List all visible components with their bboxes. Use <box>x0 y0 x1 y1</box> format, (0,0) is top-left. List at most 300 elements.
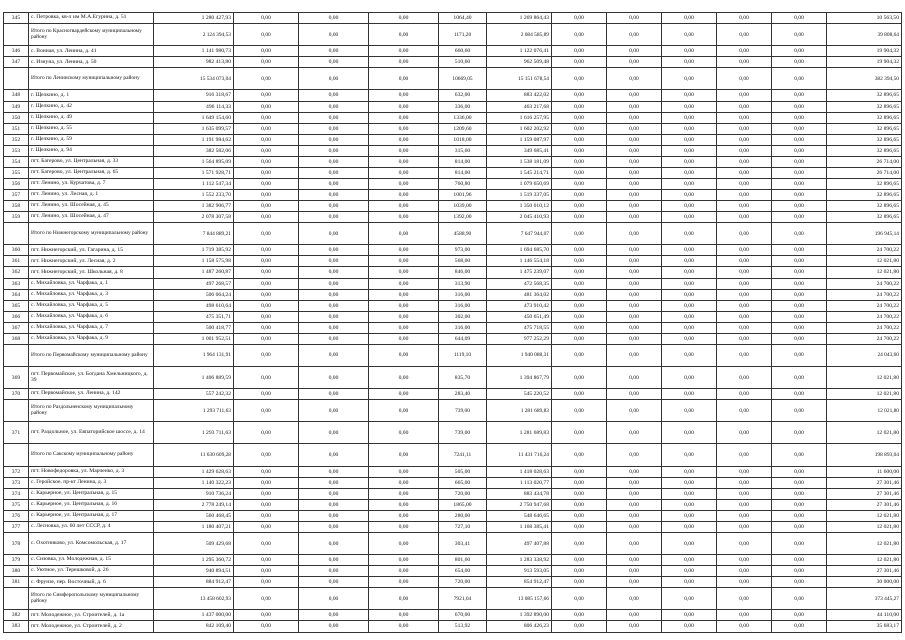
row-number: 373 <box>4 477 29 488</box>
value-cell: 0,00 <box>552 488 607 499</box>
address-cell: пгт. Нижнегорский, ул. Школьная, д. 8 <box>29 267 154 278</box>
address-cell: с. Геройское, пр-кт Ленина, д. 3 <box>29 477 154 488</box>
value-cell: 883 422,02 <box>487 90 552 101</box>
value-cell: 0,00 <box>299 367 369 389</box>
address-cell: г. Щелкино, д. 59 <box>29 134 154 145</box>
value-cell: 0,00 <box>369 532 439 554</box>
value-cell: 1 940 088,31 <box>487 344 552 366</box>
value-cell: 654,00 <box>439 566 487 577</box>
value-cell: 0,00 <box>299 621 369 632</box>
value-cell: 0,00 <box>717 367 772 389</box>
table-row <box>4 521 902 532</box>
value-cell: 32 896,65 <box>827 145 902 156</box>
value-cell: 0,00 <box>552 13 607 24</box>
value-cell: 0,00 <box>772 24 827 46</box>
value-cell: 0,00 <box>552 422 607 444</box>
row-number: 347 <box>4 57 29 68</box>
value-cell: 24 700,22 <box>827 278 902 289</box>
value-cell: 336,00 <box>439 101 487 112</box>
value-cell: 0,00 <box>299 68 369 90</box>
value-cell: 0,00 <box>607 24 662 46</box>
value-cell: 0,00 <box>717 289 772 300</box>
value-cell: 13 085 157,66 <box>487 588 552 610</box>
value-cell: 0,00 <box>662 367 717 389</box>
value-cell: 727,10 <box>439 521 487 532</box>
value-cell: 0,00 <box>717 145 772 156</box>
value-cell: 315,60 <box>439 145 487 156</box>
value-cell: 0,00 <box>552 499 607 510</box>
address-cell: с. Карьерное, ул. Центральная, д. 16 <box>29 499 154 510</box>
value-cell: 0,00 <box>772 256 827 267</box>
value-cell: 0,00 <box>552 510 607 521</box>
value-cell: 0,00 <box>717 245 772 256</box>
value-cell: 0,00 <box>299 245 369 256</box>
value-cell: 1 180 407,21 <box>154 521 234 532</box>
value-cell: 1 564 895,09 <box>154 156 234 167</box>
value-cell: 27 301,46 <box>827 566 902 577</box>
value-cell: 2 124 394,53 <box>154 24 234 46</box>
address-cell: с. Сизовка, ул. Молодежная, д. 15 <box>29 555 154 566</box>
value-cell: 198 893,04 <box>827 444 902 466</box>
value-cell: 0,00 <box>772 389 827 400</box>
value-cell: 0,00 <box>234 167 299 178</box>
value-cell: 12 021,80 <box>827 555 902 566</box>
value-cell: 0,00 <box>662 466 717 477</box>
value-cell: 0,00 <box>299 123 369 134</box>
value-cell: 1064,40 <box>439 13 487 24</box>
value-cell: 739,00 <box>439 400 487 422</box>
value-cell: 0,00 <box>369 24 439 46</box>
value-cell: 12 021,80 <box>827 389 902 400</box>
value-cell: 0,00 <box>717 389 772 400</box>
value-cell: 1 293 711,63 <box>154 400 234 422</box>
value-cell: 0,00 <box>299 311 369 322</box>
value-cell: 545 220,52 <box>487 389 552 400</box>
value-cell: 0,00 <box>717 300 772 311</box>
value-cell: 19 904,32 <box>827 57 902 68</box>
value-cell: 0,00 <box>662 57 717 68</box>
address-cell: пгт. Ленино, ул. Шосейная, д. 47 <box>29 212 154 223</box>
value-cell: 27 301,46 <box>827 488 902 499</box>
value-cell: 0,00 <box>717 123 772 134</box>
value-cell: 0,00 <box>772 90 827 101</box>
address-cell: с. Михайловка, ул. Чарфака, д. 7 <box>29 322 154 333</box>
value-cell: 0,00 <box>607 46 662 57</box>
value-cell: 1 719 385,92 <box>154 245 234 256</box>
value-cell: 0,00 <box>607 68 662 90</box>
value-cell: 0,00 <box>234 389 299 400</box>
value-cell: 0,00 <box>369 466 439 477</box>
value-cell: 0,00 <box>772 190 827 201</box>
value-cell: 280,00 <box>439 510 487 521</box>
row-number: 366 <box>4 311 29 322</box>
value-cell: 0,00 <box>552 610 607 621</box>
value-cell: 0,00 <box>369 289 439 300</box>
value-cell: 0,00 <box>369 588 439 610</box>
address-cell: пгт. Нижнегорский, ул. Лесная, д. 2 <box>29 256 154 267</box>
value-cell: 26 714,00 <box>827 156 902 167</box>
address-cell: с. Лесновка, ул. 60 лет СССР, д. 4 <box>29 521 154 532</box>
value-cell: 0,00 <box>552 477 607 488</box>
table-row <box>4 101 902 112</box>
value-cell: 1 158 575,98 <box>154 256 234 267</box>
value-cell: 313,90 <box>439 278 487 289</box>
value-cell: 0,00 <box>552 90 607 101</box>
value-cell: 0,00 <box>662 46 717 57</box>
value-cell: 0,00 <box>369 123 439 134</box>
address-cell: с. Уютное, ул. Терешковой, д. 26 <box>29 566 154 577</box>
value-cell: 0,00 <box>369 566 439 577</box>
value-cell: 0,00 <box>234 101 299 112</box>
row-number: 352 <box>4 134 29 145</box>
value-cell: 0,00 <box>234 289 299 300</box>
value-cell: 0,00 <box>369 145 439 156</box>
value-cell: 0,00 <box>234 510 299 521</box>
value-cell: 0,00 <box>234 201 299 212</box>
value-cell: 0,00 <box>772 13 827 24</box>
value-cell: 0,00 <box>369 400 439 422</box>
value-cell: 0,00 <box>662 101 717 112</box>
row-number: 358 <box>4 201 29 212</box>
value-cell: 32 896,65 <box>827 112 902 123</box>
value-cell: 0,00 <box>234 477 299 488</box>
value-cell: 0,00 <box>299 101 369 112</box>
value-cell: 0,00 <box>299 300 369 311</box>
address-cell: пгт. Багерово, ул. Центральная, д. 65 <box>29 167 154 178</box>
value-cell: 0,00 <box>234 367 299 389</box>
value-cell: 0,00 <box>717 190 772 201</box>
table-row <box>4 532 902 554</box>
value-cell: 0,00 <box>772 499 827 510</box>
value-cell: 0,00 <box>299 13 369 24</box>
row-number: 375 <box>4 499 29 510</box>
table-row <box>4 13 902 24</box>
value-cell: 0,00 <box>607 389 662 400</box>
value-cell: 0,00 <box>552 367 607 389</box>
value-cell: 0,00 <box>717 400 772 422</box>
table-row <box>4 178 902 189</box>
value-cell: 0,00 <box>772 333 827 344</box>
value-cell: 0,00 <box>299 46 369 57</box>
value-cell: 0,00 <box>772 444 827 466</box>
value-cell: 0,00 <box>552 322 607 333</box>
value-cell: 7 844 889,21 <box>154 223 234 245</box>
row-number <box>4 588 29 610</box>
table-row <box>4 610 902 621</box>
table-row <box>4 510 902 521</box>
value-cell: 0,00 <box>369 267 439 278</box>
value-cell: 13 458 602,93 <box>154 588 234 610</box>
value-cell: 0,00 <box>299 156 369 167</box>
value-cell: 0,00 <box>607 201 662 212</box>
value-cell: 0,00 <box>717 68 772 90</box>
value-cell: 1 079 650,69 <box>487 178 552 189</box>
value-cell: 0,00 <box>299 167 369 178</box>
row-number: 345 <box>4 13 29 24</box>
address-cell: с. Карьерное, ул. Центральная, д. 17 <box>29 510 154 521</box>
value-cell: 557 242,32 <box>154 389 234 400</box>
value-cell: 0,00 <box>369 422 439 444</box>
row-number: 354 <box>4 156 29 167</box>
value-cell: 0,00 <box>552 134 607 145</box>
table-row <box>4 123 902 134</box>
value-cell: 0,00 <box>299 400 369 422</box>
value-cell: 0,00 <box>607 322 662 333</box>
value-cell: 0,00 <box>369 311 439 322</box>
value-cell: 0,00 <box>772 577 827 588</box>
value-cell: 0,00 <box>607 588 662 610</box>
address-cell: пгт. Раздольное, ул. Евпаторийское шоссе, д. 14 <box>29 422 154 444</box>
value-cell: 0,00 <box>607 134 662 145</box>
subtotal-row <box>4 588 902 610</box>
table-row <box>4 267 902 278</box>
value-cell: 0,00 <box>772 167 827 178</box>
table-row <box>4 555 902 566</box>
value-cell: 0,00 <box>369 444 439 466</box>
table-row <box>4 289 902 300</box>
value-cell: 11 600,00 <box>827 466 902 477</box>
table-row <box>4 367 902 389</box>
value-cell: 0,00 <box>299 267 369 278</box>
row-number: 363 <box>4 278 29 289</box>
value-cell: 0,00 <box>772 510 827 521</box>
value-cell: 0,00 <box>552 245 607 256</box>
value-cell: 973,00 <box>439 245 487 256</box>
value-cell: 0,00 <box>607 532 662 554</box>
table-row <box>4 311 902 322</box>
value-cell: 1 191 984,62 <box>154 134 234 145</box>
value-cell: 1 112 547,34 <box>154 178 234 189</box>
value-cell: 0,00 <box>369 610 439 621</box>
value-cell: 24 700,22 <box>827 333 902 344</box>
table-row <box>4 156 902 167</box>
value-cell: 0,00 <box>662 167 717 178</box>
value-cell: 32 896,65 <box>827 101 902 112</box>
value-cell: 962 509,48 <box>487 57 552 68</box>
value-cell: 0,00 <box>369 510 439 521</box>
value-cell: 0,00 <box>234 134 299 145</box>
value-cell: 32 896,65 <box>827 190 902 201</box>
value-cell: 0,00 <box>607 289 662 300</box>
table-row <box>4 190 902 201</box>
value-cell: 940 894,51 <box>154 566 234 577</box>
value-cell: 0,00 <box>299 466 369 477</box>
value-cell: 1 406 889,59 <box>154 367 234 389</box>
value-cell: 0,00 <box>717 577 772 588</box>
value-cell: 0,00 <box>717 555 772 566</box>
value-cell: 0,00 <box>662 510 717 521</box>
value-cell: 0,00 <box>607 223 662 245</box>
value-cell: 0,00 <box>662 112 717 123</box>
value-cell: 760,80 <box>439 178 487 189</box>
value-cell: 1 350 010,12 <box>487 201 552 212</box>
value-cell: 0,00 <box>662 300 717 311</box>
table-row <box>4 333 902 344</box>
value-cell: 1 545 214,71 <box>487 167 552 178</box>
value-cell: 0,00 <box>369 499 439 510</box>
value-cell: 0,00 <box>662 278 717 289</box>
value-cell: 0,00 <box>607 577 662 588</box>
value-cell: 835,70 <box>439 367 487 389</box>
value-cell: 0,00 <box>234 311 299 322</box>
value-cell: 0,00 <box>607 190 662 201</box>
value-cell: 0,00 <box>369 577 439 588</box>
value-cell: 0,00 <box>772 400 827 422</box>
value-cell: 0,00 <box>234 621 299 632</box>
value-cell: 0,00 <box>369 101 439 112</box>
value-cell: 0,00 <box>552 123 607 134</box>
value-cell: 0,00 <box>662 400 717 422</box>
value-cell: 0,00 <box>607 610 662 621</box>
value-cell: 1 571 928,71 <box>154 167 234 178</box>
address-cell: г. Щелкино, д. 42 <box>29 101 154 112</box>
value-cell: 0,00 <box>369 190 439 201</box>
value-cell: 1 519 337,05 <box>487 190 552 201</box>
value-cell: 0,00 <box>369 68 439 90</box>
value-cell: 0,00 <box>299 422 369 444</box>
value-cell: 660,60 <box>439 46 487 57</box>
value-cell: 0,00 <box>552 57 607 68</box>
value-cell: 1 394 867,79 <box>487 367 552 389</box>
value-cell: 2 778 249,14 <box>154 499 234 510</box>
row-number: 377 <box>4 521 29 532</box>
value-cell: 32 896,65 <box>827 178 902 189</box>
value-cell: 0,00 <box>607 510 662 521</box>
value-cell: 913 593,05 <box>487 566 552 577</box>
value-cell: 0,00 <box>717 223 772 245</box>
row-number <box>4 400 29 422</box>
value-cell: 0,00 <box>552 300 607 311</box>
value-cell: 0,00 <box>662 201 717 212</box>
value-cell: 24 700,22 <box>827 322 902 333</box>
value-cell: 0,00 <box>299 521 369 532</box>
table-row <box>4 46 902 57</box>
value-cell: 1 283 338,92 <box>487 555 552 566</box>
value-cell: 0,00 <box>299 577 369 588</box>
value-cell: 0,00 <box>717 610 772 621</box>
value-cell: 32 896,65 <box>827 134 902 145</box>
value-cell: 0,00 <box>552 444 607 466</box>
value-cell: 0,00 <box>552 223 607 245</box>
value-cell: 0,00 <box>299 588 369 610</box>
value-cell: 39 808,64 <box>827 24 902 46</box>
value-cell: 1 649 154,60 <box>154 112 234 123</box>
value-cell: 0,00 <box>717 588 772 610</box>
district-total-label: Итого по Симферопольскому муниципальному району <box>29 588 154 610</box>
value-cell: 15 151 678,54 <box>487 68 552 90</box>
value-cell: 44 110,00 <box>827 610 902 621</box>
value-cell: 0,00 <box>369 134 439 145</box>
value-cell: 0,00 <box>607 112 662 123</box>
value-cell: 0,00 <box>607 245 662 256</box>
value-cell: 0,00 <box>299 488 369 499</box>
value-cell: 0,00 <box>772 477 827 488</box>
row-number: 349 <box>4 101 29 112</box>
value-cell: 0,00 <box>607 267 662 278</box>
value-cell: 0,00 <box>552 46 607 57</box>
value-cell: 0,00 <box>234 499 299 510</box>
address-cell: с. Михайловка, ул. Чарфака, д. 1 <box>29 278 154 289</box>
value-cell: 0,00 <box>662 190 717 201</box>
value-cell: 0,00 <box>299 201 369 212</box>
value-cell: 497 407,88 <box>487 532 552 554</box>
value-cell: 0,00 <box>662 13 717 24</box>
address-cell: пгт. Молодежное, ул. Строителей, д. 1а <box>29 610 154 621</box>
row-number: 355 <box>4 167 29 178</box>
row-number <box>4 68 29 90</box>
value-cell: 0,00 <box>552 555 607 566</box>
value-cell: 0,00 <box>607 400 662 422</box>
value-cell: 1 964 131,91 <box>154 344 234 366</box>
value-cell: 0,00 <box>234 245 299 256</box>
address-cell: с. Фрунзе, пер. Восточный, д. 6 <box>29 577 154 588</box>
value-cell: 0,00 <box>552 389 607 400</box>
row-number: 368 <box>4 333 29 344</box>
district-total-label: Итого по Красногвардейскому муниципальному району <box>29 24 154 46</box>
value-cell: 15 534 073,04 <box>154 68 234 90</box>
value-cell: 0,00 <box>299 90 369 101</box>
row-number: 362 <box>4 267 29 278</box>
value-cell: 0,00 <box>369 245 439 256</box>
value-cell: 0,00 <box>552 101 607 112</box>
value-cell: 0,00 <box>662 333 717 344</box>
value-cell: 0,00 <box>662 610 717 621</box>
value-cell: 0,00 <box>662 477 717 488</box>
value-cell: 0,00 <box>607 367 662 389</box>
value-cell: 0,00 <box>607 521 662 532</box>
value-cell: 0,00 <box>772 555 827 566</box>
value-cell: 0,00 <box>772 289 827 300</box>
address-cell: пгт. Ленино, ул. Шосейная, д. 45 <box>29 201 154 212</box>
value-cell: 0,00 <box>717 57 772 68</box>
value-cell: 1119,10 <box>439 344 487 366</box>
value-cell: 0,00 <box>772 488 827 499</box>
value-cell: 0,00 <box>772 156 827 167</box>
value-cell: 0,00 <box>299 278 369 289</box>
value-cell: 0,00 <box>662 289 717 300</box>
value-cell: 349 685,41 <box>487 145 552 156</box>
row-number: 360 <box>4 245 29 256</box>
value-cell: 0,00 <box>552 289 607 300</box>
value-cell: 1 140 322,23 <box>154 477 234 488</box>
value-cell: 0,00 <box>662 488 717 499</box>
value-cell: 316,00 <box>439 289 487 300</box>
value-cell: 1 113 020,77 <box>487 477 552 488</box>
value-cell: 1392,00 <box>439 212 487 223</box>
value-cell: 0,00 <box>607 333 662 344</box>
value-cell: 0,00 <box>369 201 439 212</box>
value-cell: 0,00 <box>607 555 662 566</box>
value-cell: 0,00 <box>662 223 717 245</box>
value-cell: 24 700,22 <box>827 245 902 256</box>
value-cell: 24 700,22 <box>827 311 902 322</box>
value-cell: 7 647 944,07 <box>487 223 552 245</box>
value-cell: 0,00 <box>299 223 369 245</box>
table-row <box>4 278 902 289</box>
value-cell: 1039,00 <box>439 201 487 212</box>
value-cell: 475 351,71 <box>154 311 234 322</box>
value-cell: 0,00 <box>299 256 369 267</box>
value-cell: 0,00 <box>662 566 717 577</box>
value-cell: 0,00 <box>299 444 369 466</box>
value-cell: 1018,00 <box>439 134 487 145</box>
table-row <box>4 499 902 510</box>
value-cell: 0,00 <box>299 532 369 554</box>
address-cell: с. Петровка, кв-л им М.А.Егурина, д. 51 <box>29 13 154 24</box>
value-cell: 0,00 <box>607 145 662 156</box>
value-cell: 0,00 <box>772 57 827 68</box>
table-row <box>4 112 902 123</box>
